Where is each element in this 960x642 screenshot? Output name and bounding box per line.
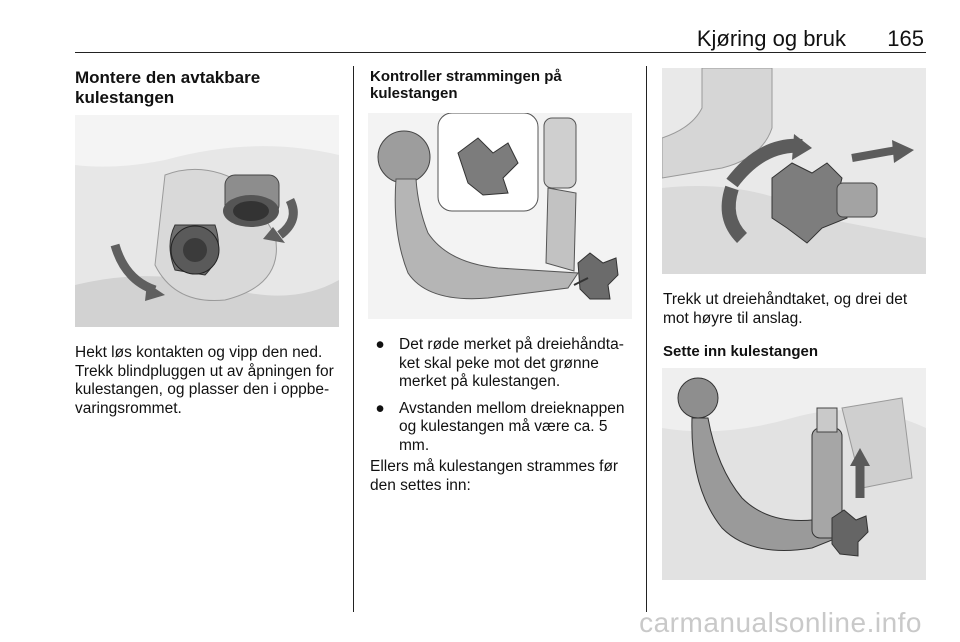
col1-paragraph: Hekt løs kontakten og vipp den ned. Trekk blindpluggen ut av åpningen for kulestangen, og plasser den i oppbe-varingsrommet. [75,344,334,417]
figure-turn-handle [662,68,926,274]
heading-check-tension: Kontroller strammingen på kulestangen [370,68,562,102]
heading-insert-towbar: Sette inn kulestangen [663,343,819,360]
bullet-marker: ● [375,399,385,417]
bullet-marker: ● [375,336,385,353]
page-number: 165 [887,26,924,51]
page-header [75,26,926,54]
section-title: Kjøring og bruk [696,26,846,51]
figure-socket-plug [75,115,339,327]
column-divider-1 [353,66,354,612]
list-item [370,400,638,456]
col2-paragraph: Ellers må kulestangen strammes før den settes inn: [370,458,619,494]
watermark: carmanualsonline.info [639,607,922,638]
figure-turn-handle-illustration [662,68,926,274]
figure-socket-plug-illustration [75,115,339,327]
check-list [370,336,638,463]
col3-paragraph: Trekk ut dreiehåndtaket, og drei det mot høyre til anslag. [663,291,908,327]
figure-tension-check [368,113,632,319]
list-item-text: Det røde merket på dreiehåndta-ket skal peke mot det grønne merket på kulestangen. [399,336,624,390]
figure-tension-check-illustration [368,113,632,319]
figure-insert-towbar [662,368,926,580]
header-rule [75,52,926,53]
list-item [370,336,638,392]
list-item-text: Avstanden mellom dreieknappen og kulestangen må være ca. 5 mm. [399,399,625,454]
column-divider-2 [646,66,647,612]
heading-mount-towbar: Montere den avtakbare kulestangen [75,68,261,107]
figure-insert-towbar-illustration [662,368,926,580]
